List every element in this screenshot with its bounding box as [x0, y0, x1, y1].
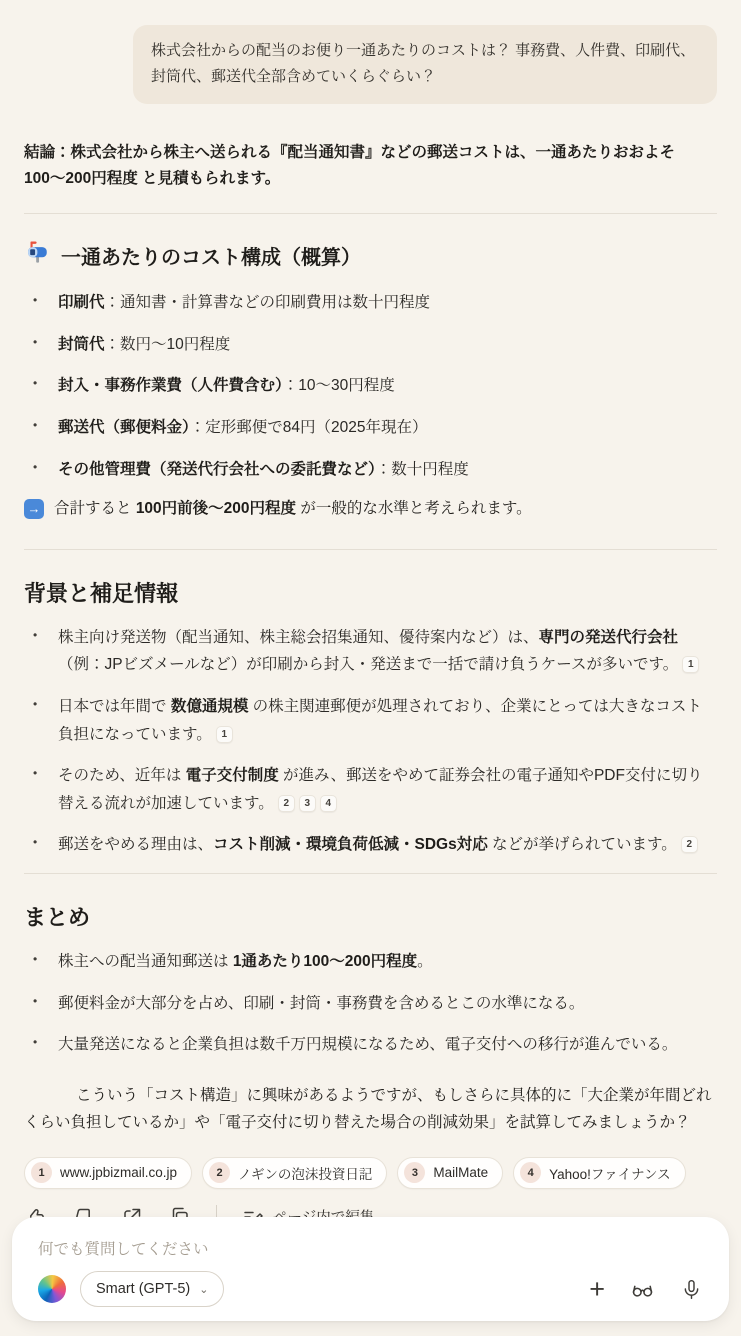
section-divider: [24, 549, 717, 550]
conclusion-text: 結論：株式会社から株主へ送られる『配当通知書』などの郵送コストは、一通あたりおおよそ 100〜200円程度 と見積もられます。: [24, 143, 676, 187]
message-input[interactable]: 何でも質問してください: [38, 1241, 209, 1258]
user-message-text: 株式会社からの配当のお便り一通あたりのコストは？ 事務費、人件費、印刷代、封筒代、郵送代全部含めていくらぐらい？: [151, 42, 696, 86]
source-chip[interactable]: [202, 1157, 387, 1189]
composer-right-icons: [589, 1273, 703, 1304]
model-name: Smart (GPT-5): [96, 1281, 191, 1297]
list-item: • その他管理費（発送代行会社への委託費など）：数十円程度: [24, 456, 717, 484]
background-section-heading: 背景と補足情報: [24, 580, 179, 606]
arrow-right-icon: →: [24, 499, 44, 519]
source-number-badge: 4: [520, 1162, 541, 1183]
composer: [12, 1217, 729, 1321]
microphone-icon: [680, 1278, 703, 1301]
mailbox-icon: [24, 239, 50, 271]
source-number-badge: 3: [404, 1162, 425, 1183]
source-label: Yahoo!ファイナンス: [549, 1166, 671, 1182]
citation-badge[interactable]: 4: [320, 795, 337, 812]
citation-badge[interactable]: 2: [681, 836, 698, 853]
source-label: www.jpbizmail.co.jp: [60, 1165, 178, 1181]
background-list: [24, 624, 717, 859]
source-chip[interactable]: [513, 1157, 685, 1189]
list-item: • 封筒代：数円〜10円程度: [24, 331, 717, 359]
list-item: • 郵送代（郵便料金）：定形郵便で84円（2025年現在）: [24, 414, 717, 442]
user-message-bubble: [133, 25, 717, 104]
list-item: • 郵便料金が大部分を占め、印刷・封筒・事務費を含めるとこの水準になる。: [24, 990, 717, 1018]
source-number-badge: 1: [31, 1162, 52, 1183]
source-chip[interactable]: [397, 1157, 503, 1189]
citation-badge[interactable]: 1: [682, 656, 699, 673]
section-divider: [24, 213, 717, 214]
list-item: • 封入・事務作業費（人件費含む）：10〜30円程度: [24, 372, 717, 400]
list-item: • 印刷代：通知書・計算書などの印刷費用は数十円程度: [24, 289, 717, 317]
copilot-logo: [38, 1275, 66, 1303]
citation-badge[interactable]: 3: [299, 795, 316, 812]
mic-button[interactable]: [680, 1278, 703, 1301]
list-item: • 大量発送になると企業負担は数千万円規模になるため、電子交付への移行が進んでいる。: [24, 1031, 717, 1059]
cost-list: [24, 289, 717, 483]
citation-badge[interactable]: 2: [278, 795, 295, 812]
source-label: ノギンの泡沫投資日記: [238, 1166, 373, 1182]
list-item: • 株主への配当通知郵送は 1通あたり100〜200円程度。: [24, 948, 717, 976]
closing-question: こういう「コスト構造」に興味があるようですが、もしさらに具体的に「大企業が年間どれくらい負担しているか」や「電子交付に切り替えた場合の削減効果」を試算してみましょうか？: [24, 1086, 712, 1131]
model-selector[interactable]: [80, 1271, 224, 1307]
cost-section-heading: [24, 239, 717, 271]
reading-glasses-button[interactable]: [630, 1277, 655, 1302]
total-line: [24, 497, 717, 522]
chevron-down-icon: ⌄: [199, 1283, 209, 1296]
list-item: • そのため、近年は 電子交付制度 が進み、郵送をやめて証券会社の電子通知やPDF交付に切り替える流れが加速しています。 2 3 4: [24, 762, 717, 817]
cost-section-heading-text: 一通あたりのコスト構成（概算）: [61, 246, 361, 269]
glasses-icon: [630, 1277, 655, 1302]
total-text: 合計すると 100円前後〜200円程度 が一般的な水準と考えられます。: [54, 500, 532, 518]
source-chip[interactable]: [24, 1157, 192, 1189]
summary-list: [24, 948, 717, 1059]
chat-thread: [0, 25, 741, 1229]
citation-badge[interactable]: 1: [216, 726, 233, 743]
add-attachment-button[interactable]: +: [589, 1273, 605, 1304]
list-item: • 郵送をやめる理由は、コスト削減・環境負荷低減・SDGs対応 などが挙げられています。 2: [24, 831, 717, 859]
copilot-chat-page: [0, 25, 741, 1336]
list-item: • 株主向け発送物（配当通知、株主総会招集通知、優待案内など）は、専門の発送代行会社（例：JPビズメールなど）が印刷から封入・発送まで一括で請け負うケースが多いです。 1: [24, 624, 717, 679]
source-number-badge: 2: [209, 1162, 230, 1183]
source-label: MailMate: [433, 1165, 489, 1181]
composer-toolbar: [38, 1271, 703, 1307]
section-divider: [24, 873, 717, 874]
list-item: • 日本では年間で 数億通規模 の株主関連郵便が処理されており、企業にとっては大きなコスト負担になっています。 1: [24, 693, 717, 748]
summary-section-heading: まとめ: [24, 904, 91, 930]
sources-row: [24, 1157, 717, 1189]
